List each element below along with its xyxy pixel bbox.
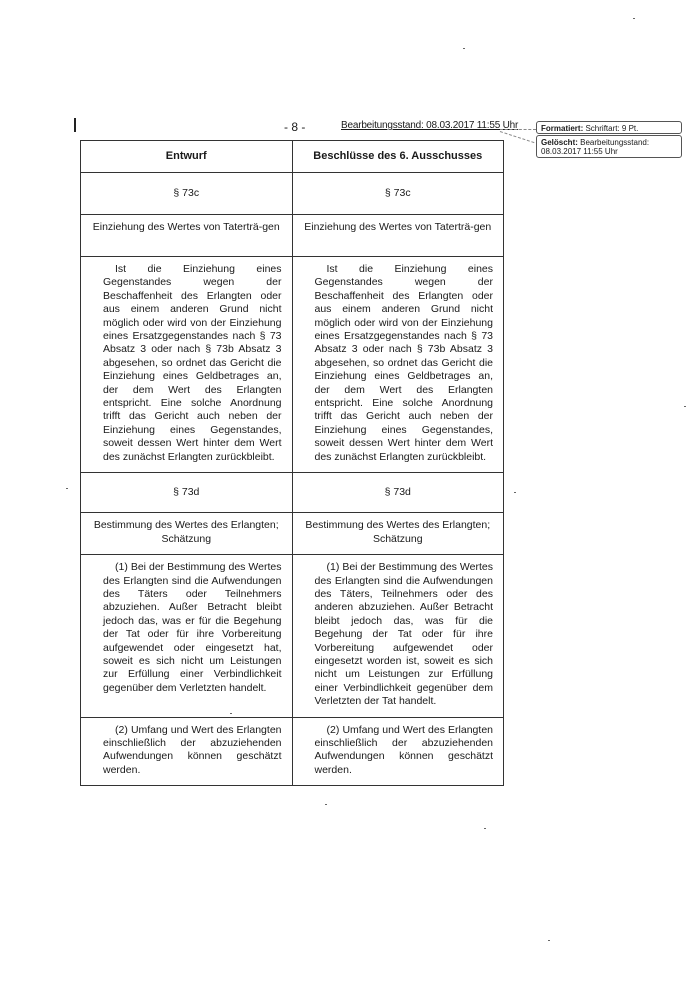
comment-text: Bearbeitungsstand: 08.03.2017 11:55 Uhr bbox=[541, 138, 650, 156]
scan-speck bbox=[463, 48, 465, 49]
comment-connector bbox=[500, 129, 536, 130]
scan-speck bbox=[325, 804, 327, 805]
comment-label: Formatiert: bbox=[541, 124, 584, 133]
section-title: Einziehung des Wertes von Taterträ-gen bbox=[81, 215, 293, 257]
deletion-comment[interactable] bbox=[536, 135, 682, 158]
scan-speck bbox=[514, 492, 516, 493]
section-text-right bbox=[292, 555, 504, 717]
column-header-left: Entwurf bbox=[81, 141, 293, 173]
section-text-left bbox=[81, 717, 293, 786]
scan-speck bbox=[684, 406, 686, 407]
format-comment[interactable] bbox=[536, 121, 682, 134]
section-text-left bbox=[81, 555, 293, 717]
scan-speck bbox=[484, 828, 486, 829]
comment-text: Schriftart: 9 Pt. bbox=[585, 124, 639, 133]
scan-speck bbox=[633, 18, 635, 19]
section-text-left bbox=[81, 257, 293, 473]
page-number: - 8 - bbox=[284, 120, 306, 134]
paragraph-text: Ist die Einziehung eines Gegenstandes wegen der Beschaffenheit des Erlangten oder aus einem anderen Grund nicht möglich oder wird von der Einziehung eines Ersatzgegenstandes nach § 73 Absatz 3 oder nach § 73b Absatz 3 abgesehen, so ordnet das Gericht die Einziehung eines Geldbetrages an, der dem Wert des Erlangten entspricht. Eine solche Anordnung trifft das Gericht auch neben der Einziehung eines Gegenstandes, soweit dessen Wert hinter dem Wert des zunächst Erlangten zurückbleibt. bbox=[314, 263, 493, 463]
column-header-right: Beschlüsse des 6. Ausschusses bbox=[292, 141, 504, 173]
paragraph-number: § 73d bbox=[292, 473, 504, 513]
comment-connector bbox=[500, 131, 535, 143]
paragraph-text: (2) Umfang und Wert des Erlangten einschließlich der abzuziehenden Aufwendungen können geschätzt werden. bbox=[103, 723, 282, 776]
status-line: Bearbeitungsstand: 08.03.2017 11:55 Uhr bbox=[341, 120, 519, 131]
scan-speck bbox=[230, 713, 232, 714]
section-text-right bbox=[292, 717, 504, 786]
synopsis-table bbox=[80, 140, 504, 786]
paragraph-text: (1) Bei der Bestimmung des Wertes des Erlangten sind die Aufwendungen des Täters, Teilnehmers oder des anderen abzuziehen. Außer Betracht bleibt jedoch das, was für die Begehung der Tat oder für ihre Vorbereitung aufgewendet oder eingesetzt worden ist, soweit es sich nicht um Leistungen zur Erfüllung einer Verbindlichkeit gegenüber dem Verletzten der Tat handelt. bbox=[314, 561, 493, 708]
section-text-right bbox=[292, 257, 504, 473]
paragraph-number: § 73c bbox=[292, 173, 504, 215]
comment-label: Gelöscht: bbox=[541, 138, 578, 147]
scan-speck bbox=[66, 488, 68, 489]
paragraph-text: (1) Bei der Bestimmung des Wertes des Erlangten sind die Aufwendungen des Täters oder Teilnehmers abzuziehen. Außer Betracht bleibt jedoch das, was er für die Begehung der Tat oder für ihre Vorbereitung aufgewendet oder eingesetzt hat, soweit es sich nicht um Leistungen zur Erfüllung einer Verbindlichkeit gegenüber dem Verletzten handelt. bbox=[103, 561, 282, 694]
section-title: Einziehung des Wertes von Taterträ-gen bbox=[292, 215, 504, 257]
paragraph-text: (2) Umfang und Wert des Erlangten einschließlich der abzuziehenden Aufwendungen können geschätzt werden. bbox=[314, 723, 493, 776]
paragraph-number: § 73c bbox=[81, 173, 293, 215]
change-bar bbox=[74, 118, 76, 132]
paragraph-number: § 73d bbox=[81, 473, 293, 513]
section-title: Bestimmung des Wertes des Erlangten; Schätzung bbox=[292, 513, 504, 555]
scan-speck bbox=[548, 940, 550, 941]
paragraph-text: Ist die Einziehung eines Gegenstandes wegen der Beschaffenheit des Erlangten oder aus einem anderen Grund nicht möglich oder wird von der Einziehung eines Ersatzgegenstandes nach § 73 Absatz 3 oder nach § 73b Absatz 3 abgesehen, so ordnet das Gericht die Einziehung eines Geldbetrages an, der dem Wert des Erlangten entspricht. Eine solche Anordnung trifft das Gericht auch neben der Einziehung eines Gegenstandes, soweit dessen Wert hinter dem Wert des zunächst Erlangten zurückbleibt. bbox=[103, 263, 282, 463]
section-title: Bestimmung des Wertes des Erlangten; Schätzung bbox=[81, 513, 293, 555]
